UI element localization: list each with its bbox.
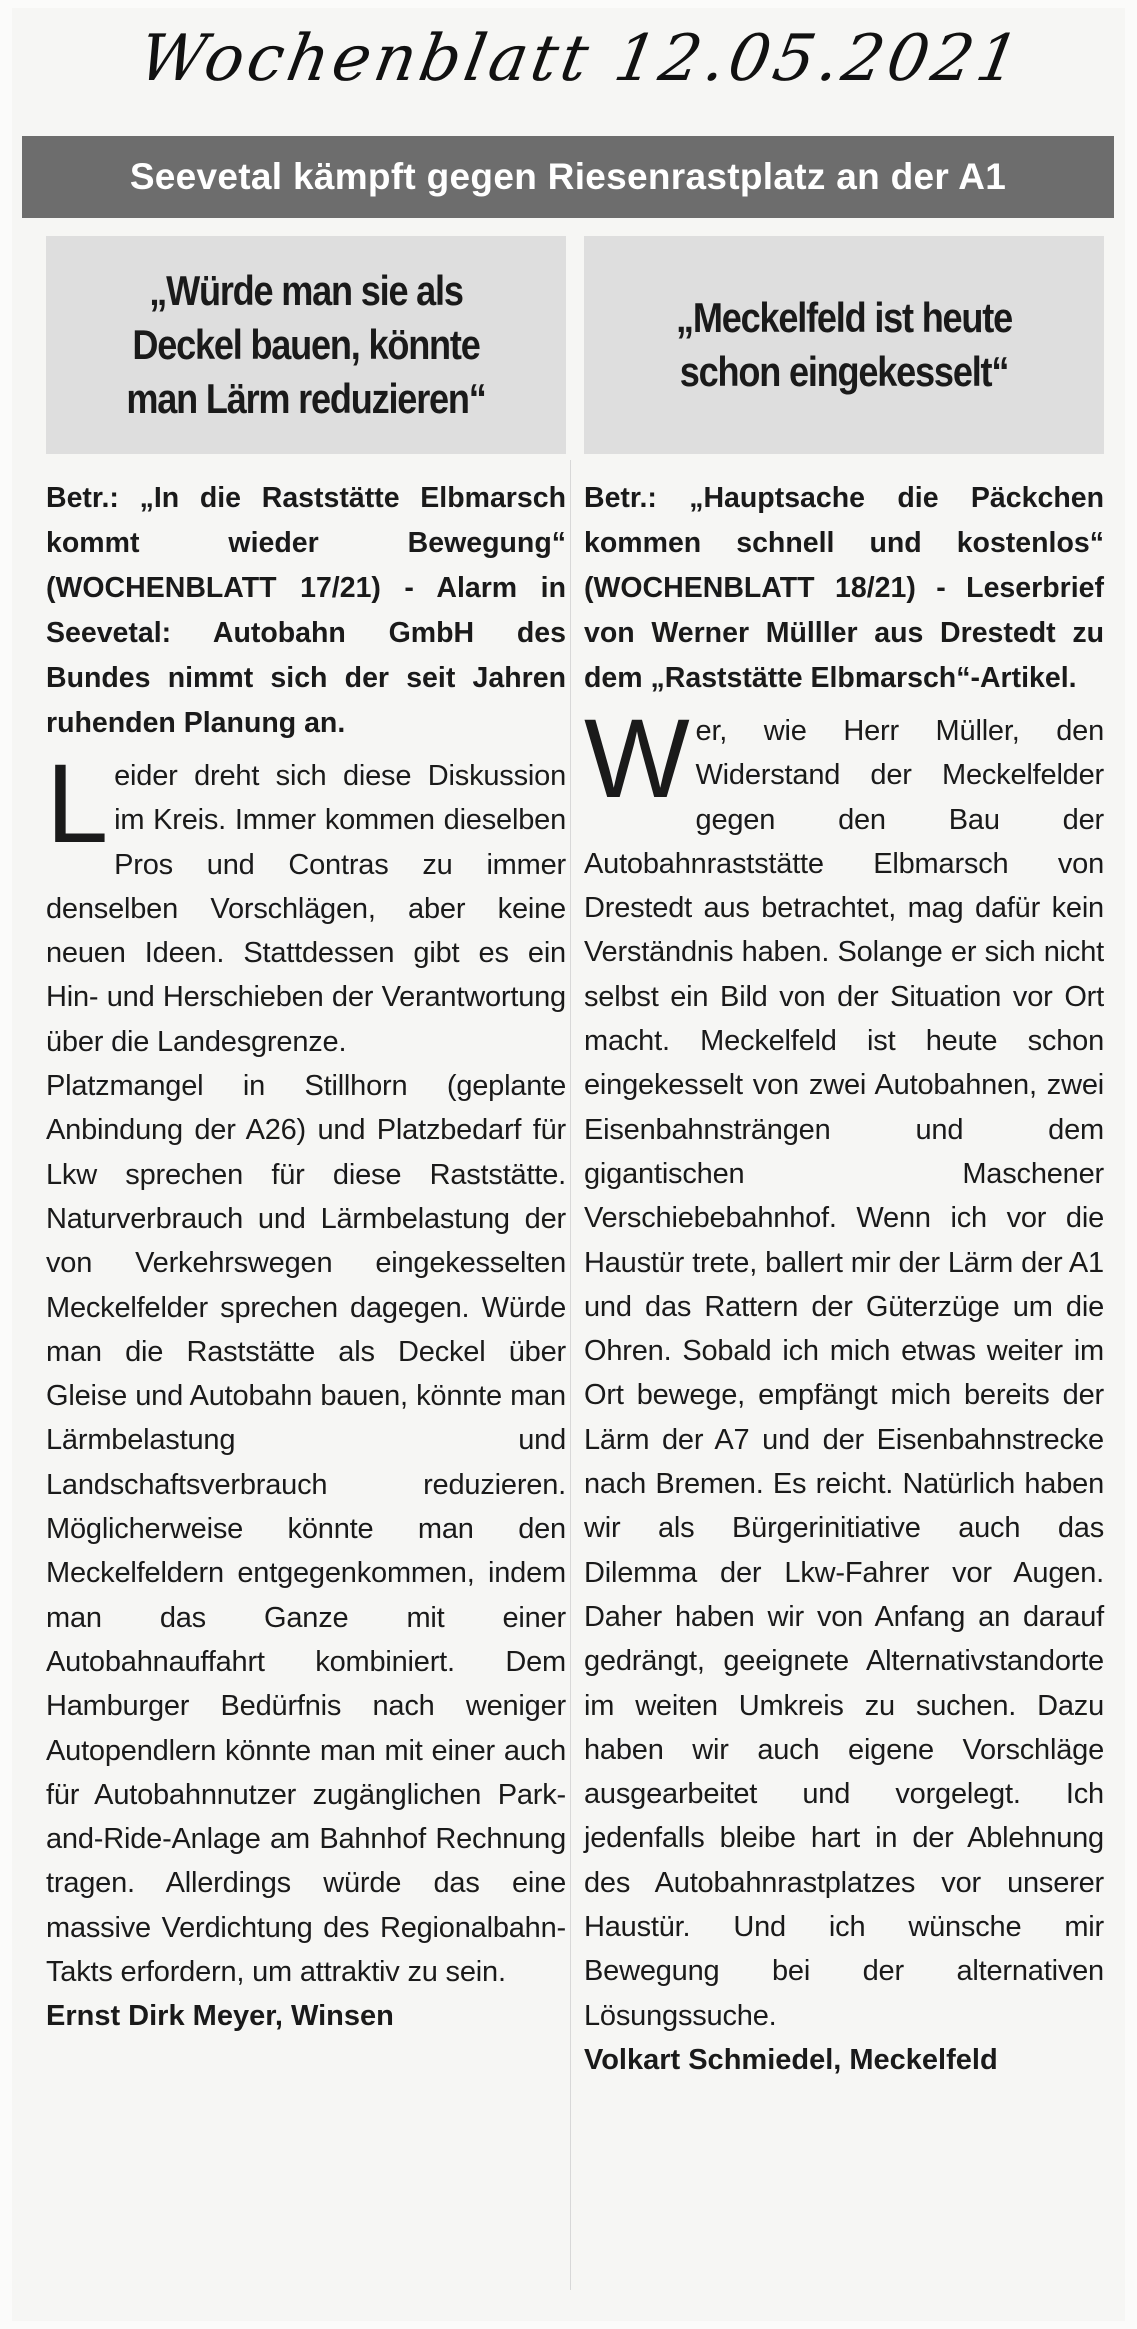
section-banner: [22, 136, 1114, 218]
headline-box: [46, 236, 566, 454]
banner-title: Seevetal kämpft gegen Riesenrastplatz an der A1: [129, 156, 1007, 197]
letter-paragraph: Platzmangel in Stillhorn (geplante Anbindung der A26) und Platzbedarf für Lkw sprechen für diese Raststätte. Naturverbrauch und Lärmbelastung der von Verkehrswegen eingekesselten Meckelfelder sprechen dagegen. Würde man die Raststätte als Deckel über Gleise und Autobahn bauen, könnte man Lärmbelastung und Landschaftsverbrauch reduzieren. Möglicherweise könnte man den Meckelfeldern entgegenkommen, indem man das Ganze mit einer Autobahnauffahrt kombiniert. Dem Hamburger Bedürfnis nach weniger Autopendlern könnte man mit einer auch für Autobahnnutzer zugänglichen Park-and-Ride-Anlage am Bahnhof Rechnung tragen. Allerdings würde das eine massive Verdichtung des Regionalbahn-Takts erfordern, um attraktiv zu sein.: [46, 1070, 566, 1989]
column-divider: [570, 460, 571, 2290]
handwritten-text: Wochenblatt 12.05.2021: [133, 22, 1029, 96]
drop-cap: L: [46, 741, 109, 866]
letter-body: [584, 696, 1104, 2038]
headline-box: [584, 236, 1104, 454]
letter-paragraph: eider dreht sich diese Diskussion im Kreis. Immer kommen dieselben Pros und Contras zu immer denselben Vorschlägen, aber keine neuen Ideen. Stattdessen gibt es ein Hin- und Herschieben der Verantwortung über die Landesgrenze.: [46, 760, 566, 1058]
letter-reference: Betr.: „In die Raststätte Elbmarsch kommt wieder Bewegung“ (WOCHENBLATT 17/21) - Alarm in Seevetal: Autobahn GmbH des Bundes nimmt sich der seit Jahren ruhenden Planung an.: [46, 482, 566, 739]
letter-headline: „Meckelfeld ist heute schon eingekesselt“: [675, 294, 1013, 395]
letter-paragraph: er, wie Herr Müller, den Widerstand der Meckelfelder gegen den Bau der Autobahnraststätte Elbmarsch von Drestedt aus betrachtet, mag dafür kein Verständnis haben. Solange er sich nicht selbst ein Bild von der Situation vor Ort macht. Meckelfeld ist heute schon eingekesselt von zwei Autobahnen, zwei Eisenbahnsträngen und dem gigantischen Maschener Verschiebebahnhof. Wenn ich vor die Haustür trete, ballert mir der Lärm der A1 und das Rattern der Güterzüge um die Ohren. Sobald ich mich etwas weiter im Ort bewege, empfängt mich bereits der Lärm der A7 und der Eisenbahnstrecke nach Bremen. Es reicht. Natürlich haben wir als Bürgerinitiative auch das Dilemma der Lkw-Fahrer vor Augen. Daher haben wir von Anfang an darauf gedrängt, geeignete Alternativstandorte im weiten Umkreis zu suchen. Dazu haben wir auch eigene Vorschläge ausgearbeitet und vorgelegt. Ich jedenfalls bleibe hart in der Ablehnung des Autobahnrastplatzes vor unserer Haustür. Und ich wünsche mir Bewegung bei der alternativen Lösungssuche.: [584, 715, 1104, 2032]
drop-cap: W: [584, 696, 690, 821]
letter-signature: Ernst Dirk Meyer, Winsen: [46, 2000, 394, 2033]
letter-right: [584, 236, 1104, 2077]
letter-body: [46, 741, 566, 1994]
letter-left: [46, 236, 566, 2033]
letter-headline: „Würde man sie als Deckel bauen, könnte man Lärm reduzieren“: [126, 267, 486, 422]
handwritten-source-note: [133, 22, 1029, 132]
letter-reference: Betr.: „Hauptsache die Päckchen kommen schnell und kostenlos“ (WOCHENBLATT 18/21) - Leserbrief von Werner Mülller aus Drestedt zu dem „Raststätte Elbmarsch“-Artikel.: [584, 482, 1104, 694]
letter-signature: Volkart Schmiedel, Meckelfeld: [584, 2043, 998, 2076]
